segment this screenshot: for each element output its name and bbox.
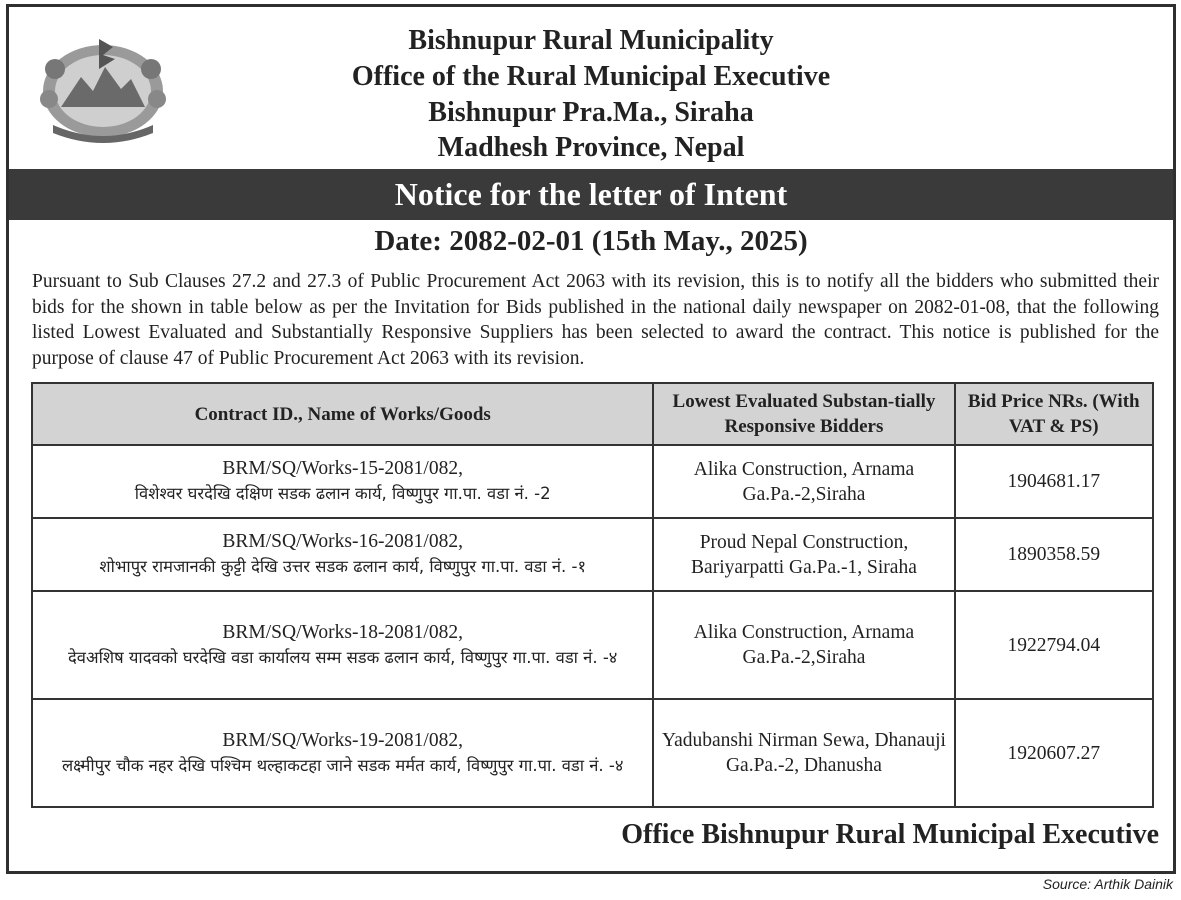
bids-table [31,382,1154,808]
work-name: देवअशिष यादवको घरदेखि वडा कार्यालय सम्म सडक ढलान कार्य, विष्णुपुर गा.पा. वडा नं. -४ [68,647,618,667]
contract-id: BRM/SQ/Works-16-2081/082, [222,531,463,552]
contract-id: BRM/SQ/Works-15-2081/082, [222,458,463,479]
table-header-row [32,383,1153,445]
municipality-name: Bishnupur Rural Municipality [408,25,774,56]
bidder-cell: Alika Construction, Arnama Ga.Pa.-2,Siraha [653,591,954,699]
source-credit: Source: Arthik Dainik [1042,876,1173,892]
contract-cell [32,591,653,699]
header-price: Bid Price NRs. (With VAT & PS) [955,383,1154,445]
price-cell: 1922794.04 [955,591,1154,699]
contract-id: BRM/SQ/Works-18-2081/082, [222,621,463,643]
table-row [32,445,1153,518]
province-name: Madhesh Province, Nepal [437,132,745,163]
header-bidder: Lowest Evaluated Substan-tially Responsive Bidders [653,383,954,445]
work-name: लक्ष्मीपुर चौक नहर देखि पश्चिम थल्हाकटहा जाने सडक मर्मत कार्य, विष्णुपुर गा.पा. वडा नं. -४ [61,755,624,775]
work-name: विशेश्वर घरदेखि दक्षिण सडक ढलान कार्य, विष्णुपुर गा.पा. वडा नं. -2 [134,484,551,503]
office-name: Office of the Rural Municipal Executive [351,61,831,92]
header-contract: Contract ID., Name of Works/Goods [32,383,653,445]
price-cell: 1904681.17 [955,445,1154,518]
work-name: शोभापुर रामजानकी कुट्टी देखि उत्तर सडक ढलान कार्य, विष्णुपुर गा.पा. वडा नं. -१ [99,557,587,576]
contract-id: BRM/SQ/Works-19-2081/082, [222,729,463,751]
notice-frame [6,4,1176,874]
table-row [32,591,1153,699]
notice-date: Date: 2082-02-01 (15th May., 2025) [374,225,808,257]
table-row [32,699,1153,807]
bidder-cell: Yadubanshi Nirman Sewa, Dhanauji Ga.Pa.-2, Dhanusha [653,699,954,807]
contract-cell [32,699,653,807]
price-cell: 1890358.59 [955,518,1154,591]
contract-cell [32,445,653,518]
bidder-cell: Proud Nepal Construction, Bariyarpatti Ga.Pa.-1, Siraha [653,518,954,591]
bidder-cell: Alika Construction, Arnama Ga.Pa.-2,Siraha [653,445,954,518]
issuing-office: Office Bishnupur Rural Municipal Executive [621,819,1159,850]
price-cell: 1920607.27 [955,699,1154,807]
notice-body: Pursuant to Sub Clauses 27.2 and 27.3 of Public Procurement Act 2063 with its revision, this is to notify all the bidders who submitted their bids for the shown in table below as per the Invitation for Bids published in the national daily newspaper on 2082-01-08, that the following listed Lowest Evaluated and Substantially Responsive Suppliers has been selected to award the contract. This notice is published for the purpose of clause 47 of Public Procurement Act 2063 with its revision. [32,271,1159,369]
contract-cell [32,518,653,591]
notice-title: Notice for the letter of Intent [9,169,1173,220]
table-row [32,518,1153,591]
office-address: Bishnupur Pra.Ma., Siraha [428,97,754,128]
